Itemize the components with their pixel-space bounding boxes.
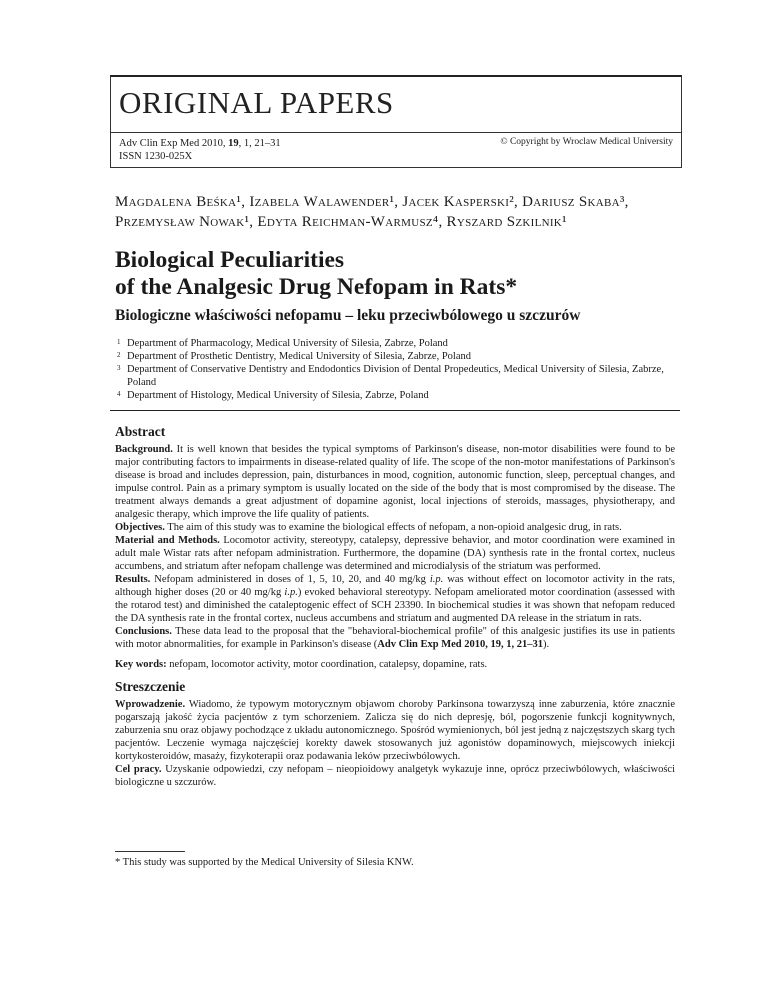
article-title	[115, 247, 680, 301]
author-line: Magdalena Beśka¹, Izabela Walawender¹, Jacek Kasperski², Dariusz Skaba³,	[115, 194, 629, 210]
streszczenie-goal: Cel pracy. Uzyskanie odpowiedzi, czy nefopam – nieopioidowy analgetyk wykazuje inne, oprócz przeciwbólowych, właściwości biologiczne u szczurów.	[115, 764, 675, 788]
journal-citation: Adv Clin Exp Med 2010, 19, 1, 21–31	[119, 138, 281, 149]
title-line: Biological Peculiarities	[115, 247, 345, 273]
abstract-keywords: Key words: nefopam, locomotor activity, motor coordination, catalepsy, dopamine, rats.	[115, 659, 488, 670]
streszczenie-intro: Wprowadzenie. Wiadomo, że typowym motorycznym objawom choroby Parkinsona towarzyszą inne zaburzenia, które znacznie pogarszają jakość życia pacjentów z tym schorzeniem. Zalicza się do nich depresję, ból, pogorszenie funkcji kognitywnych, zaburzenia snu oraz objawy pochodzące z układu autonomicznego. Spośród wymienionych, ból jest jedną z najczęstszych skarg tych pacjentów. Leczenie wymaga najczęściej korekty dawek stosowanych już agonistów dopaminowych, miejscowych iniekcji kortykosteroidów, masaży, fizykoterapii oraz podawania leków przeciwbólowych.	[115, 699, 675, 762]
section-banner: ORIGINAL PAPERS	[119, 85, 394, 120]
affiliation-item: 2 Department of Prosthetic Dentistry, Medical University of Silesia, Zabrze, Poland	[117, 351, 471, 362]
author-list	[115, 192, 680, 232]
footnote: * This study was supported by the Medical University of Silesia KNW.	[115, 857, 414, 868]
section-divider	[110, 410, 680, 411]
affiliation-item: 3 Department of Conservative Dentistry and Endodontics Division of Dental Propedeutics, Medical University of Silesia, Zabrze, Poland	[117, 364, 664, 388]
abstract-section	[115, 425, 675, 789]
footnote-divider	[115, 851, 185, 852]
journal-reference	[119, 137, 281, 163]
issn: ISSN 1230-025X	[119, 151, 193, 162]
abstract-results: Results. Nefopam administered in doses of 1, 5, 10, 20, and 40 mg/kg i.p. was without effect on locomotor activity in the rats, although higher doses (20 or 40 mg/kg i.p.) evoked behavioral stereotypy. Nefopam ameliorated motor coordination (assessed with the rotarod test) and diminished the cataleptogenic effect of SCH 23390. In biochemical studies it was shown that nefopam reduced the DA synthesis rate in the frontal cortex, nucleus accumbens and striatum and augmented DA release in the striatum in rats.	[115, 574, 676, 624]
abstract-background: Background. It is well known that besides the typical symptoms of Parkinson's disease, non-motor disabilities were found to be major contributing factors to impairments in disease-related quality of life. The scope of the non-motor manifestations of Parkinson's disease is broad and includes depression, pain, disturbances in mood, cognition, autonomic function, sleep, perceptual changes, and impulse control. Pain as a primary symptom is usually located on the side of the body that is most compromised by the disease. The treatment always demands a great adjustment of dopamine agonist, local injections of steroids, massages, physiotherapy, and analgesic therapy, which improve the life quality of patients.	[115, 444, 675, 520]
header-box	[110, 75, 682, 168]
abstract-conclusions: Conclusions. These data lead to the proposal that the "behavioral-biochemical profile" of this analgesic justifies its use in patients with motor abnormalities, for example in Parkinson's disease (Adv Clin Exp Med 2010, 19, 1, 21–31).	[115, 626, 675, 650]
abstract-objectives: Objectives. The aim of this study was to examine the biological effects of nefopam, a non-opioid analgesic drug, in rats.	[115, 522, 622, 533]
title-line: of the Analgesic Drug Nefopam in Rats*	[115, 274, 518, 300]
abstract-heading: Abstract	[115, 424, 166, 439]
affiliation-item: 4 Department of Histology, Medical University of Silesia, Zabrze, Poland	[117, 390, 429, 401]
streszczenie-heading: Streszczenie	[115, 679, 186, 694]
abstract-methods: Material and Methods. Locomotor activity, stereotypy, catalepsy, depressive behavior, and motor coordination were examined in adult male Wistar rats after nefopam administration. Furthermore, the dopamine (DA) synthesis rate in the frontal cortex, nucleus accumbens, and striatum after nefopam challenge was determined and microdialysis of the striatum was performed.	[115, 535, 675, 572]
polish-title: Biologiczne właściwości nefopamu – leku przeciwbólowego u szczurów	[115, 307, 581, 324]
author-line: Przemysław Nowak¹, Edyta Reichman-Warmusz⁴, Ryszard Szkilnik¹	[115, 214, 567, 230]
header-divider	[111, 132, 681, 133]
copyright-notice: © Copyright by Wroclaw Medical University	[500, 137, 673, 147]
affiliation-item: 1 Department of Pharmacology, Medical University of Silesia, Zabrze, Poland	[117, 338, 448, 349]
affiliation-list	[115, 337, 675, 402]
